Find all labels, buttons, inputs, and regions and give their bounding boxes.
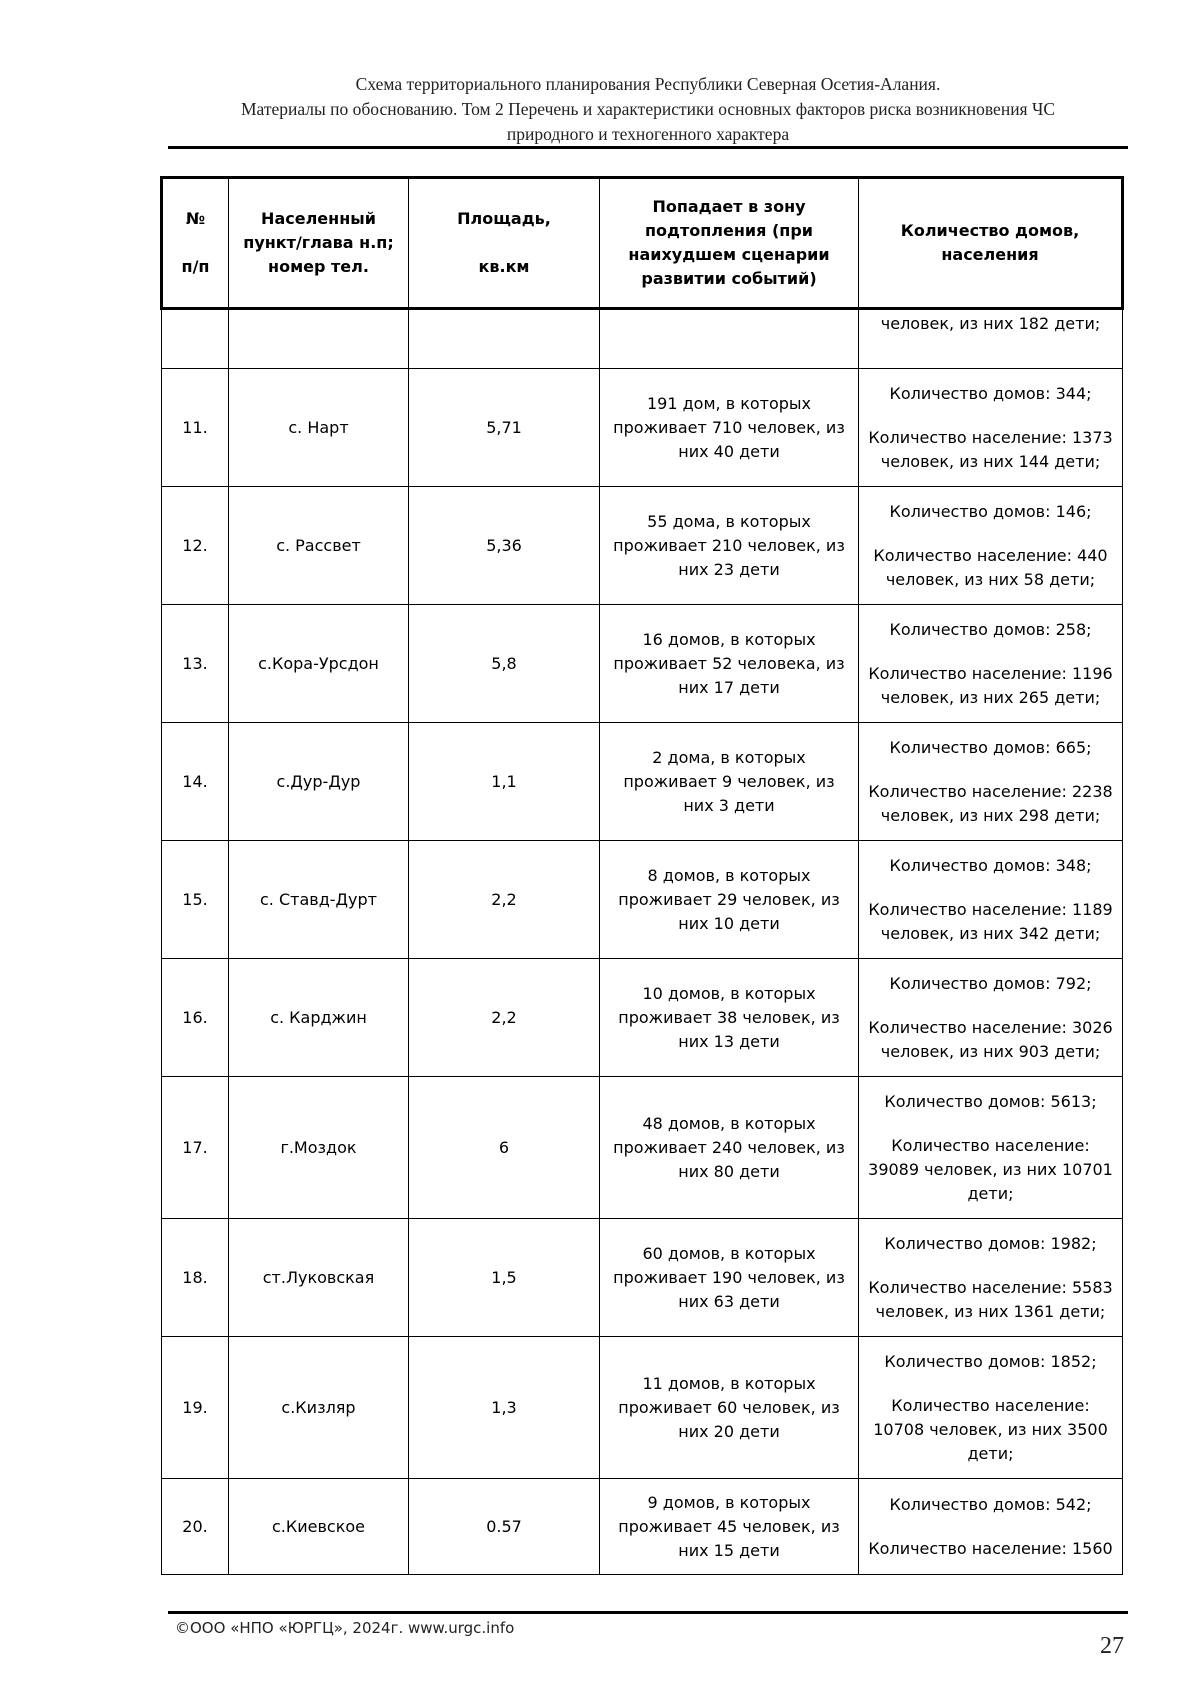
- count-population: Количество население: 1196 человек, из них 265 дети;: [868, 663, 1113, 707]
- cell-area: 1,5: [409, 1219, 600, 1337]
- cell-settlement: г.Моздок: [229, 1077, 409, 1219]
- cell-settlement: с.Кизляр: [229, 1337, 409, 1479]
- cell-flood: 48 домов, в которых проживает 240 человек, из них 80 дети: [600, 1077, 859, 1219]
- count-population: Количество население: 440 человек, из них 58 дети;: [873, 545, 1108, 589]
- cell-flood: 9 домов, в которых проживает 45 человек, из них 15 дети: [600, 1479, 859, 1575]
- header-num: [162, 178, 229, 309]
- cell-settlement: с.Кора-Урсдон: [229, 605, 409, 723]
- cell-flood: 16 домов, в которых проживает 52 человека, из них 17 дети: [600, 605, 859, 723]
- header-flood-zone: Попадает в зону подтопления (при наихудшем сценарии развитии событий): [600, 178, 859, 309]
- risk-table: [160, 176, 1124, 1575]
- table-body: [162, 309, 1123, 1575]
- header-area: [409, 178, 600, 309]
- count-houses: Количество домов: 1982;: [884, 1233, 1097, 1253]
- cell-settlement: с. Рассвет: [229, 487, 409, 605]
- footer-copyright: ©ООО «НПО «ЮРГЦ», 2024г. www.urgc.info: [175, 1619, 515, 1637]
- count-houses: Количество домов: 344;: [889, 383, 1092, 403]
- cell-flood: 55 дома, в которых проживает 210 человек, из них 23 дети: [600, 487, 859, 605]
- cell-settlement: с.Дур-Дур: [229, 723, 409, 841]
- cell-settlement: с. Нарт: [229, 369, 409, 487]
- cell-flood: 8 домов, в которых проживает 29 человек, из них 10 дети: [600, 841, 859, 959]
- count-population: Количество население: 10708 человек, из них 3500 дети;: [873, 1395, 1108, 1463]
- cell-num: 20.: [162, 1479, 229, 1575]
- cell-flood: 191 дом, в которых проживает 710 человек, из них 40 дети: [600, 369, 859, 487]
- count-houses: Количество домов: 348;: [889, 855, 1092, 875]
- cell-flood: 2 дома, в которых проживает 9 человек, из них 3 дети: [600, 723, 859, 841]
- table-row: [162, 605, 1123, 723]
- count-houses: Количество домов: 146;: [889, 501, 1092, 521]
- cell-area: [409, 309, 600, 369]
- cell-count: [859, 605, 1123, 723]
- table-header-row: [162, 178, 1123, 309]
- count-houses: Количество домов: 665;: [889, 737, 1092, 757]
- header-count: Количество домов, населения: [859, 178, 1123, 309]
- page-number: 27: [1100, 1633, 1124, 1659]
- table-row: [162, 1479, 1123, 1575]
- header-num-pp: п/п: [181, 257, 210, 276]
- cell-settlement: [229, 309, 409, 369]
- footer-divider: [168, 1611, 1128, 1614]
- cell-count: [859, 487, 1123, 605]
- header-line-2: Материалы по обоснованию. Том 2 Перечень и характеристики основных факторов риска возникновения ЧС: [240, 99, 1056, 119]
- header-line-3: природного и техногенного характера: [506, 124, 790, 144]
- header-settlement: Населенный пункт/глава н.п; номер тел.: [229, 178, 409, 309]
- cell-area: 2,2: [409, 959, 600, 1077]
- cell-area: 5,36: [409, 487, 600, 605]
- table-row: [162, 369, 1123, 487]
- cell-num: 12.: [162, 487, 229, 605]
- cell-num: [162, 309, 229, 369]
- count-population: Количество население: 39089 человек, из них 10701 дети;: [868, 1135, 1113, 1203]
- header-area-unit: кв.км: [478, 257, 530, 276]
- table-row: [162, 487, 1123, 605]
- cell-count: [859, 1479, 1123, 1575]
- header-divider: [168, 146, 1128, 149]
- cell-area: 6: [409, 1077, 600, 1219]
- cell-area: 2,2: [409, 841, 600, 959]
- cell-num: 18.: [162, 1219, 229, 1337]
- cell-num: 14.: [162, 723, 229, 841]
- cell-count: [859, 841, 1123, 959]
- header-area-label: Площадь,: [457, 209, 551, 228]
- cell-num: 15.: [162, 841, 229, 959]
- cell-count: [859, 369, 1123, 487]
- cell-count: [859, 1077, 1123, 1219]
- count-population: Количество население: 1189 человек, из них 342 дети;: [868, 899, 1113, 943]
- count-houses: Количество домов: 5613;: [884, 1091, 1097, 1111]
- cell-flood: 60 домов, в которых проживает 190 человек, из них 63 дети: [600, 1219, 859, 1337]
- cell-flood: 10 домов, в которых проживает 38 человек, из них 13 дети: [600, 959, 859, 1077]
- header-line-1: Схема территориального планирования Республики Северная Осетия-Алания.: [355, 74, 941, 94]
- count-houses: Количество домов: 542;: [889, 1494, 1092, 1514]
- cell-count: [859, 1219, 1123, 1337]
- cell-num: 11.: [162, 369, 229, 487]
- continuation-row: [162, 309, 1123, 369]
- cell-settlement: с. Карджин: [229, 959, 409, 1077]
- cell-num: 19.: [162, 1337, 229, 1479]
- table-row: [162, 1077, 1123, 1219]
- count-population: Количество население: 5583 человек, из них 1361 дети;: [868, 1277, 1113, 1321]
- cell-settlement: с. Ставд-Дурт: [229, 841, 409, 959]
- cell-num: 17.: [162, 1077, 229, 1219]
- table-row: [162, 1219, 1123, 1337]
- cell-settlement: с.Киевское: [229, 1479, 409, 1575]
- count-population: Количество население: 2238 человек, из них 298 дети;: [868, 781, 1113, 825]
- table-row: [162, 959, 1123, 1077]
- page-header: [168, 72, 1128, 147]
- cell-count-continued: человек, из них 182 дети;: [859, 309, 1123, 369]
- cell-flood: 11 домов, в которых проживает 60 человек, из них 20 дети: [600, 1337, 859, 1479]
- count-population: Количество население: 1560: [868, 1538, 1113, 1558]
- count-houses: Количество домов: 792;: [889, 973, 1092, 993]
- count-houses: Количество домов: 258;: [889, 619, 1092, 639]
- cell-area: 0.57: [409, 1479, 600, 1575]
- cell-area: 1,3: [409, 1337, 600, 1479]
- count-houses: Количество домов: 1852;: [884, 1351, 1097, 1371]
- table-row: [162, 841, 1123, 959]
- count-population: Количество население: 1373 человек, из них 144 дети;: [868, 427, 1113, 471]
- cell-count: [859, 959, 1123, 1077]
- cell-area: 5,71: [409, 369, 600, 487]
- cell-count: [859, 1337, 1123, 1479]
- count-population: Количество население: 3026 человек, из них 903 дети;: [868, 1017, 1113, 1061]
- cell-flood: [600, 309, 859, 369]
- table-row: [162, 723, 1123, 841]
- cell-area: 5,8: [409, 605, 600, 723]
- cell-num: 16.: [162, 959, 229, 1077]
- cell-area: 1,1: [409, 723, 600, 841]
- cell-count: [859, 723, 1123, 841]
- cell-settlement: ст.Луковская: [229, 1219, 409, 1337]
- cell-num: 13.: [162, 605, 229, 723]
- header-num-symbol: №: [185, 209, 206, 228]
- table-row: [162, 1337, 1123, 1479]
